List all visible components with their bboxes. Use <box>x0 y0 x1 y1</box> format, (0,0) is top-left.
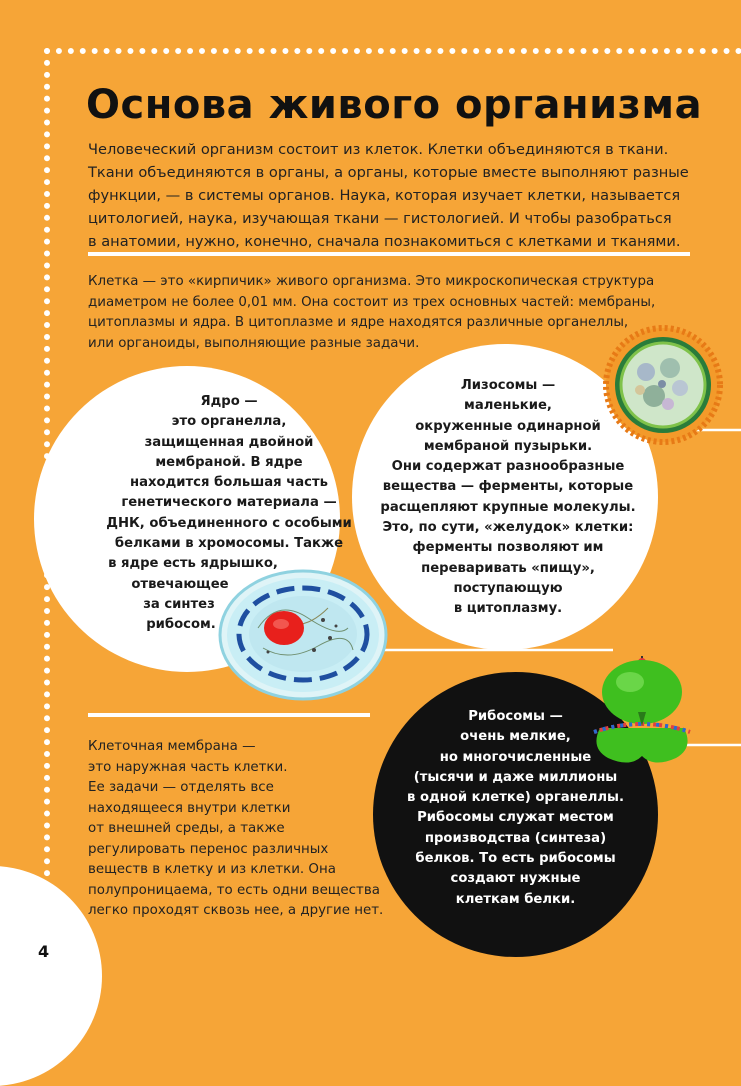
intro-paragraph: Человеческий организм состоит из клеток. Клетки объединяются в ткани. Ткани объединяются в органы, а органы, которые вместе выполняют разные функции, — в системы органов. Наука, которая изучает клетки, называется цитологией, наука, изучающая ткани — гистологией. И чтобы разобраться в анатомии, нужно, конечно, сначала познакомиться с клетками и тканями. <box>88 141 689 250</box>
ribosome-text: Рибосомы — очень мелкие, но многочисленные (тысячи и даже миллионы в одной клетке) органеллы. Рибосомы служат местом производства (синтеза) белков. То есть рибосомы создают нужные клеткам белки. <box>407 709 624 907</box>
page-title: Основа живого организма <box>86 82 703 128</box>
membrane-paragraph: Клеточная мембрана — это наружная часть клетки. Ее задачи — отделять все находящееся внутри клетки от внешней среды, а также регулировать перенос различных веществ в клетку и из клетки. Она полупроницаема, то есть одни вещества легко проходят сквозь нее, а другие нет. <box>88 739 384 918</box>
lysosome-text: Лизосомы — маленькие, окруженные одинарной мембраной пузырьки. Они содержат разнообразные вещества — ферменты, которые расщепляют крупные молекулы. Это, по сути, «желудок» клетки: ферменты позволяют им переваривать «пищу», поступающую в цитоплазму. <box>380 378 636 617</box>
nucleus-pointer <box>365 640 625 660</box>
divider-membrane <box>88 713 370 717</box>
nucleus-text: Ядро — это органелла, защищенная двойной мембраной. В ядре находится большая часть генетического материала — ДНК, объединенного с особыми белками в хромосомы. Также в ядре есть ядрышко, отвечающее за синтез рибосом. <box>106 394 352 633</box>
page-number: 4 <box>38 942 50 961</box>
cell-paragraph: Клетка — это «кирпичик» живого организма. Это микроскопическая структура диаметром не более 0,01 мм. Она состоит из трех основных частей: мембраны, цитоплазмы и ядра. В цитоплазме и ядре находятся различные органеллы, или органоиды, выполняющие разные задачи. <box>88 274 656 351</box>
divider-top <box>88 252 690 256</box>
